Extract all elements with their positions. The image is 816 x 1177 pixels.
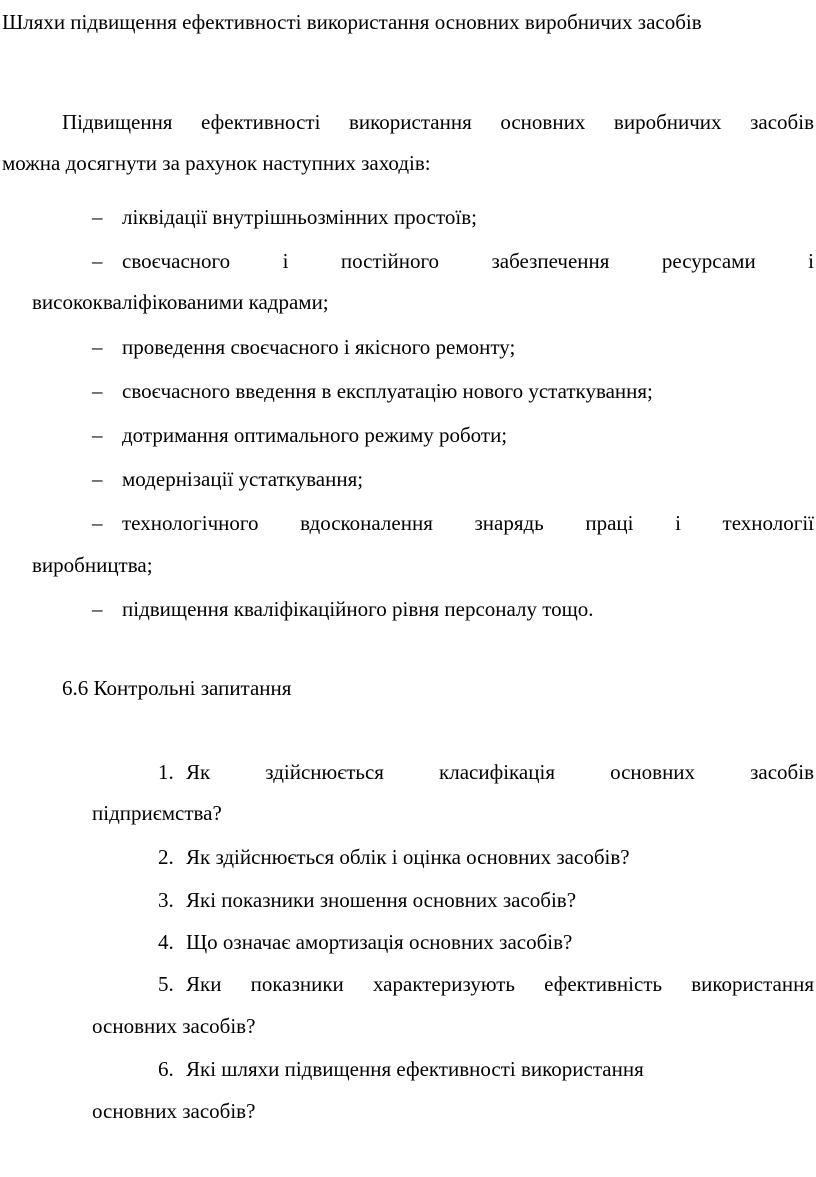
bullet-dash: – <box>92 597 103 621</box>
question-number: 4. <box>158 930 174 954</box>
question-item <box>158 758 814 786</box>
list-item <box>92 465 363 493</box>
question-item <box>158 843 630 871</box>
list-item-text: проведення своєчасного і якісного ремонту; <box>122 335 516 359</box>
bullet-dash: – <box>92 467 103 491</box>
list-item <box>92 595 594 623</box>
question-item <box>158 1055 644 1083</box>
question-text: Що означає амортизація основних засобів? <box>186 930 573 954</box>
question-text: Як здійснюється облік і оцінка основних засобів? <box>186 845 630 869</box>
question-item <box>158 886 576 914</box>
question-number: 2. <box>158 845 174 869</box>
section-title: 6.6 Контрольні запитання <box>62 676 292 700</box>
bullet-dash: – <box>92 249 103 273</box>
question-number: 6. <box>158 1057 174 1081</box>
list-item-text: своєчасного і постійного забезпечення ресурсами і <box>122 249 814 273</box>
intro-line-1: Підвищення ефективності використання основних виробничих засобів <box>62 110 814 134</box>
question-text: Які показники зношення основних засобів? <box>186 888 577 912</box>
list-item-text: модернізації устаткування; <box>122 467 364 491</box>
list-item <box>92 333 515 361</box>
list-item-continuation: висококваліфікованими кадрами; <box>32 290 329 314</box>
list-item <box>92 509 814 537</box>
list-item-text: дотримання оптимального режиму роботи; <box>122 423 508 447</box>
page-heading: Шляхи підвищення ефективності використання основних виробничих засобів <box>2 10 702 34</box>
question-continuation: основних засобів? <box>92 1014 256 1038</box>
bullet-dash: – <box>92 511 103 535</box>
bullet-dash: – <box>92 335 103 359</box>
intro-line-2: можна досягнути за рахунок наступних заходів: <box>2 151 431 175</box>
question-number: 1. <box>158 760 174 784</box>
question-continuation: підприємства? <box>92 801 222 825</box>
list-item-text: ліквідації внутрішньозмінних простоїв; <box>122 205 477 229</box>
question-text: Які шляхи підвищення ефективності використання <box>186 1057 644 1081</box>
list-item-text: своєчасного введення в експлуатацію нового устаткування; <box>122 379 653 403</box>
list-item <box>92 421 507 449</box>
question-text: Яки показники характеризують ефективність використання <box>186 972 814 996</box>
list-item-continuation: виробництва; <box>32 553 153 577</box>
question-item <box>158 970 814 998</box>
question-continuation: основних засобів? <box>92 1099 256 1123</box>
bullet-dash: – <box>92 379 103 403</box>
bullet-dash: – <box>92 205 103 229</box>
question-number: 3. <box>158 888 174 912</box>
list-item-text: підвищення кваліфікаційного рівня персоналу тощо. <box>122 597 594 621</box>
question-number: 5. <box>158 972 174 996</box>
list-item <box>92 377 653 405</box>
list-item <box>92 247 814 275</box>
list-item <box>92 203 477 231</box>
bullet-dash: – <box>92 423 103 447</box>
list-item-text: технологічного вдосконалення знарядь праці і технології <box>122 511 814 535</box>
question-item <box>158 928 572 956</box>
question-text: Як здійснюється класифікація основних засобів <box>186 760 814 784</box>
